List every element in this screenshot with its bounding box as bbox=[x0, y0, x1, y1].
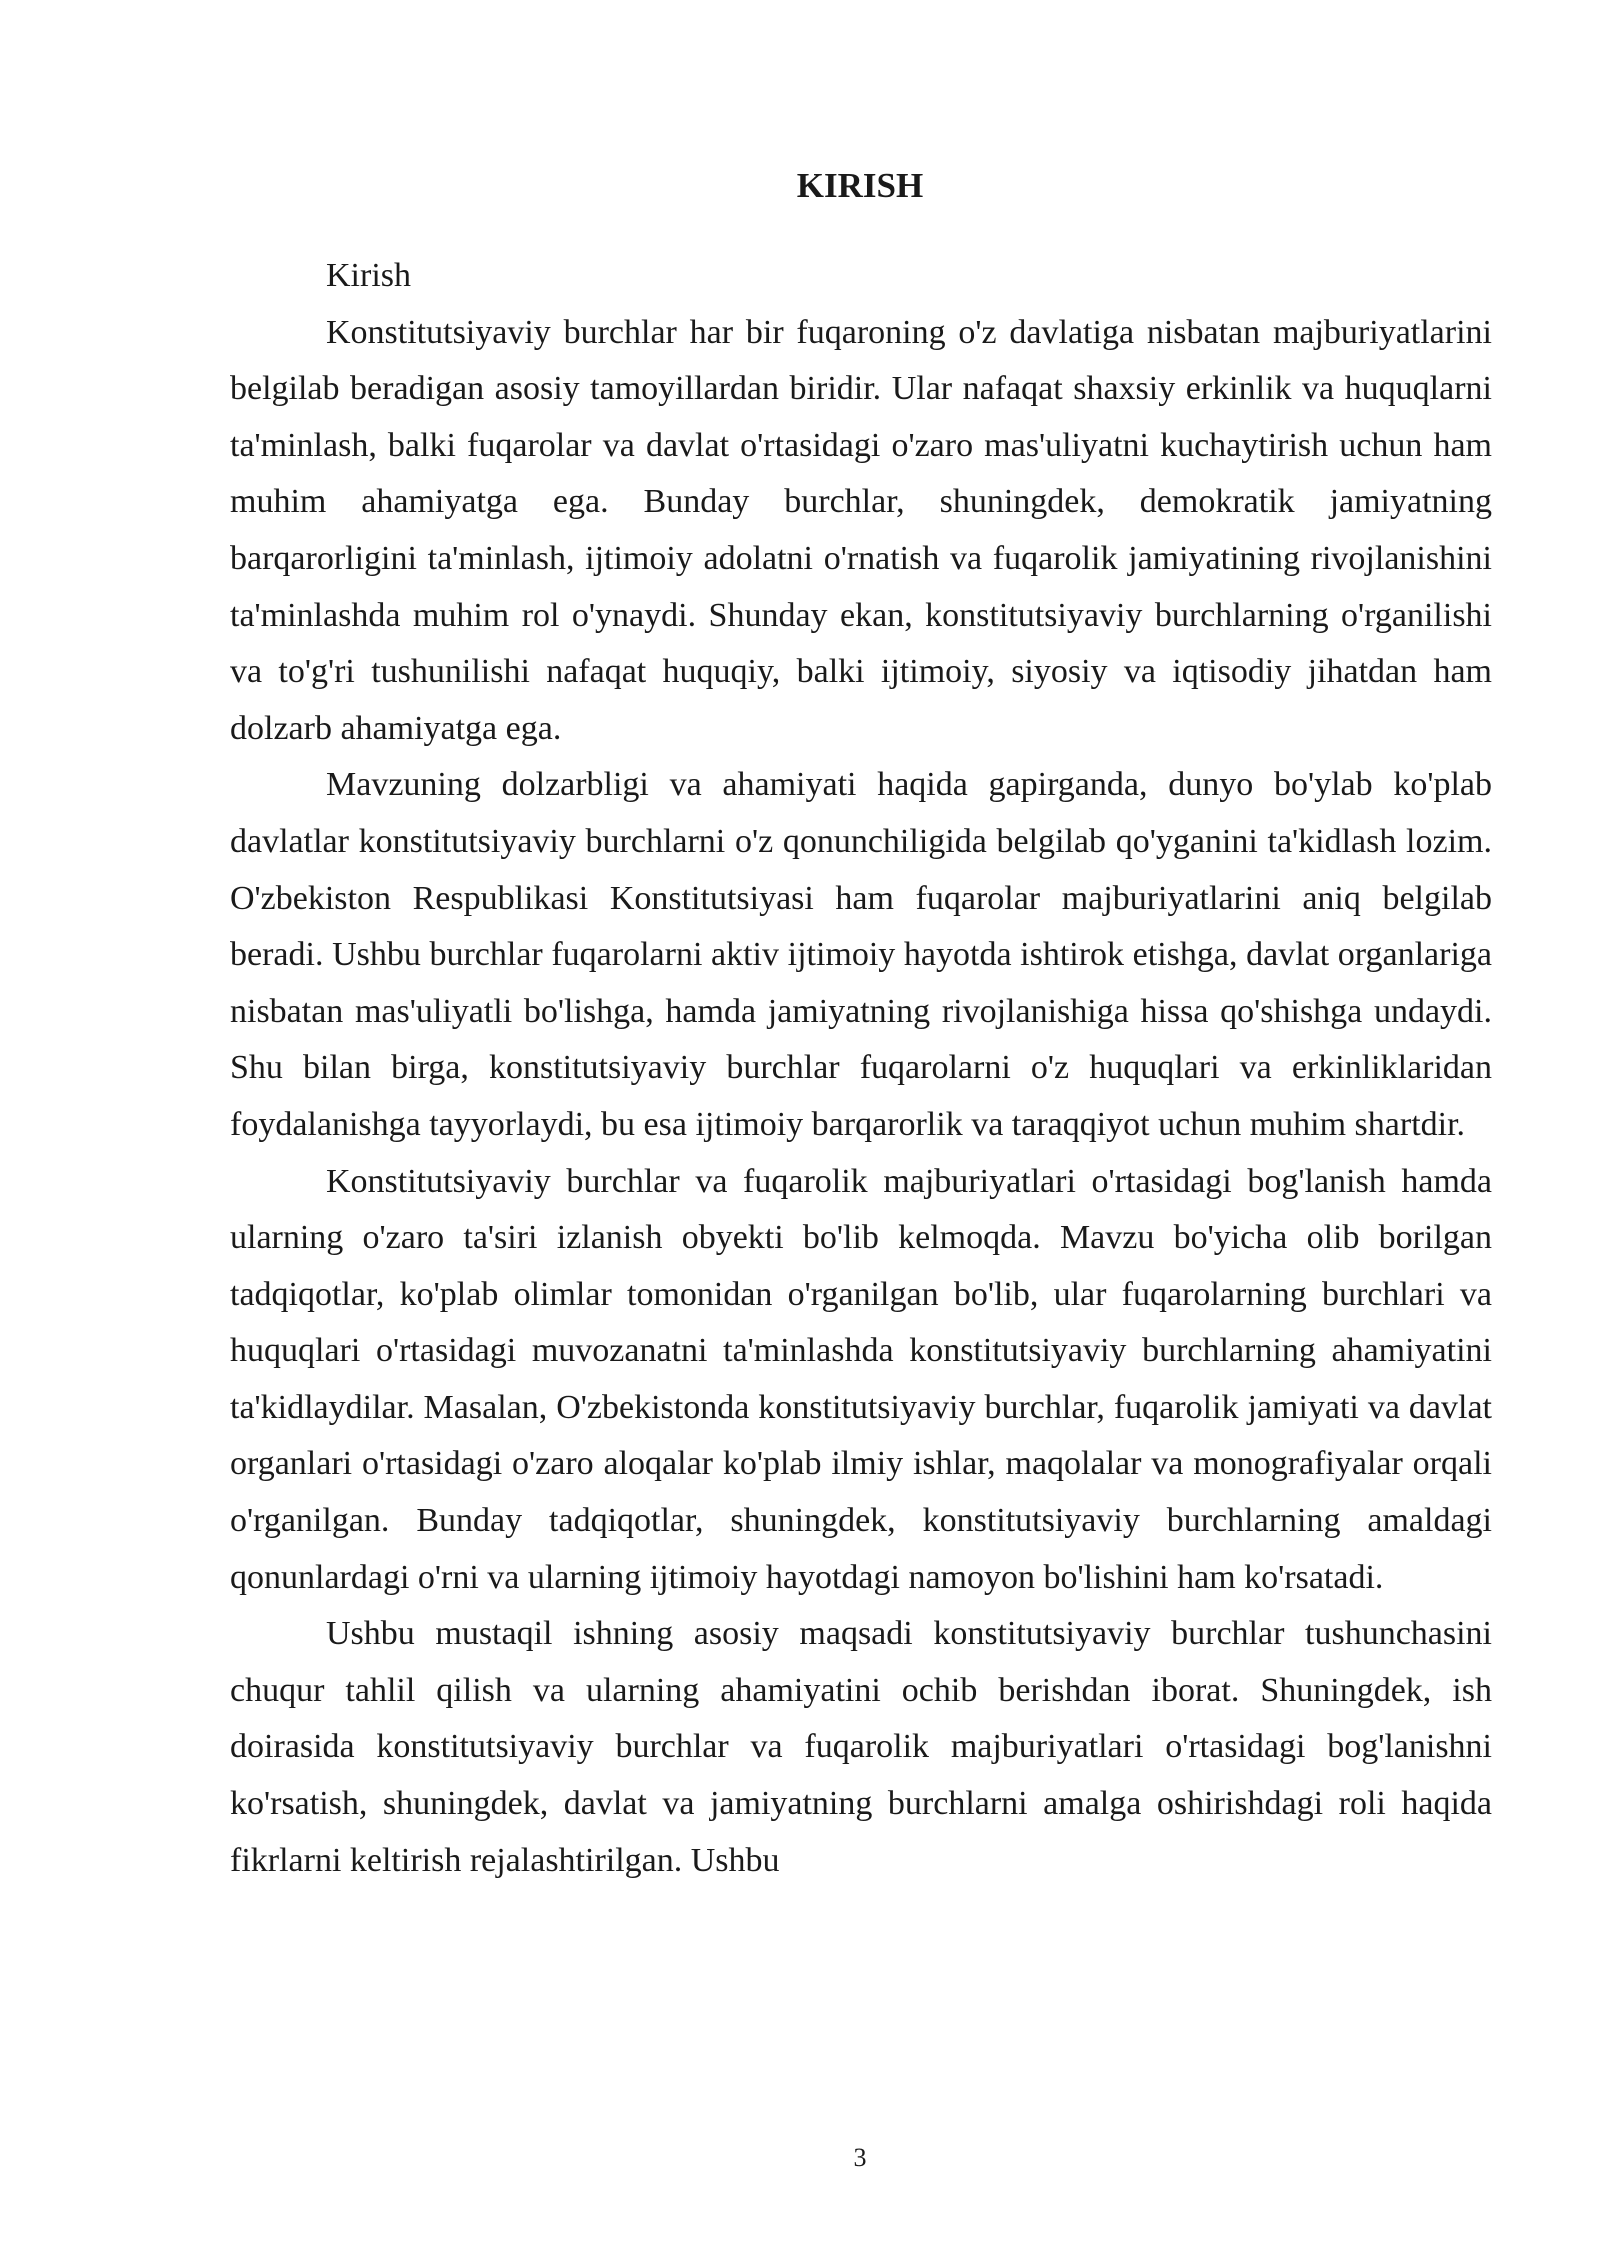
paragraph: Konstitutsiyaviy burchlar va fuqarolik majburiyatlari o'rtasidagi bog'lanish hamda ularning o'zaro ta'siri izlanish obyekti bo'lib kelmoqda. Mavzu bo'yicha olib borilgan tadqiqotlar, ko'plab olimlar tomonidan o'rganilgan bo'lib, ular fuqarolarning burchlari va huquqlari o'rtasidagi muvozanatni ta'minlashda konstitutsiyaviy burchlarning ahamiyatini ta'kidlaydilar. Masalan, O'zbekistonda konstitutsiyaviy burchlar, fuqarolik jamiyati va davlat organlari o'rtasidagi o'zaro aloqalar ko'plab ilmiy ishlar, maqolalar va monografiyalar orqali o'rganilgan. Bunday tadqiqotlar, shuningdek, konstitutsiyaviy burchlarning amaldagi qonunlardagi o'rni va ularning ijtimoiy hayotdagi namoyon bo'lishini ham ko'rsatadi. bbox=[230, 1162, 1492, 1596]
paragraph: Mavzuning dolzarbligi va ahamiyati haqida gapirganda, dunyo bo'ylab ko'plab davlatlar konstitutsiyaviy burchlarni o'z qonunchiligida belgilab qo'yganini ta'kidlash lozim. O'zbekiston Respublikasi Konstitutsiyasi ham fuqarolar majburiyatlarini aniq belgilab beradi. Ushbu burchlar fuqarolarni aktiv ijtimoiy hayotda ishtirok etishga, davlat organlariga nisbatan mas'uliyatli bo'lishga, hamda jamiyatning rivojlanishiga hissa qo'shishga undaydi. Shu bilan birga, konstitutsiyaviy burchlar fuqarolarni o'z huquqlari va erkinliklaridan foydalanishga tayyorlaydi, bu esa ijtimoiy barqarorlik va taraqqiyot uchun muhim shartdir. bbox=[230, 766, 1492, 1143]
paragraph-subheading: Kirish bbox=[326, 257, 411, 294]
page-number: 3 bbox=[853, 2143, 867, 2172]
body-text bbox=[230, 248, 1492, 1889]
paragraph: Ushbu mustaqil ishning asosiy maqsadi konstitutsiyaviy burchlar tushunchasini chuqur tahlil qilish va ularning ahamiyatini ochib berishdan iborat. Shuningdek, ish doirasida konstitutsiyaviy burchlar va fuqarolik majburiyatlari o'rtasidagi bog'lanishni ko'rsatish, shuningdek, davlat va jamiyatning burchlarni amalga oshirishdagi roli haqida fikrlarni keltirish rejalashtirilgan. Ushbu bbox=[230, 1615, 1492, 1879]
section-heading: KIRISH bbox=[796, 166, 924, 205]
paragraph: Konstitutsiyaviy burchlar har bir fuqaroning o'z davlatiga nisbatan majburiyatlarini belgilab beradigan asosiy tamoyillardan biridir. Ular nafaqat shaxsiy erkinlik va huquqlarni ta'minlash, balki fuqarolar va davlat o'rtasidagi o'zaro mas'uliyatni kuchaytirish uchun ham muhim ahamiyatga ega. Bunday burchlar, shuningdek, demokratik jamiyatning barqarorligini ta'minlash, ijtimoiy adolatni o'rnatish va fuqarolik jamiyatining rivojlanishini ta'minlashda muhim rol o'ynaydi. Shunday ekan, konstitutsiyaviy burchlarning o'rganilishi va to'g'ri tushunilishi nafaqat huquqiy, balki ijtimoiy, siyosiy va iqtisodiy jihatdan ham dolzarb ahamiyatga ega. bbox=[230, 313, 1492, 747]
